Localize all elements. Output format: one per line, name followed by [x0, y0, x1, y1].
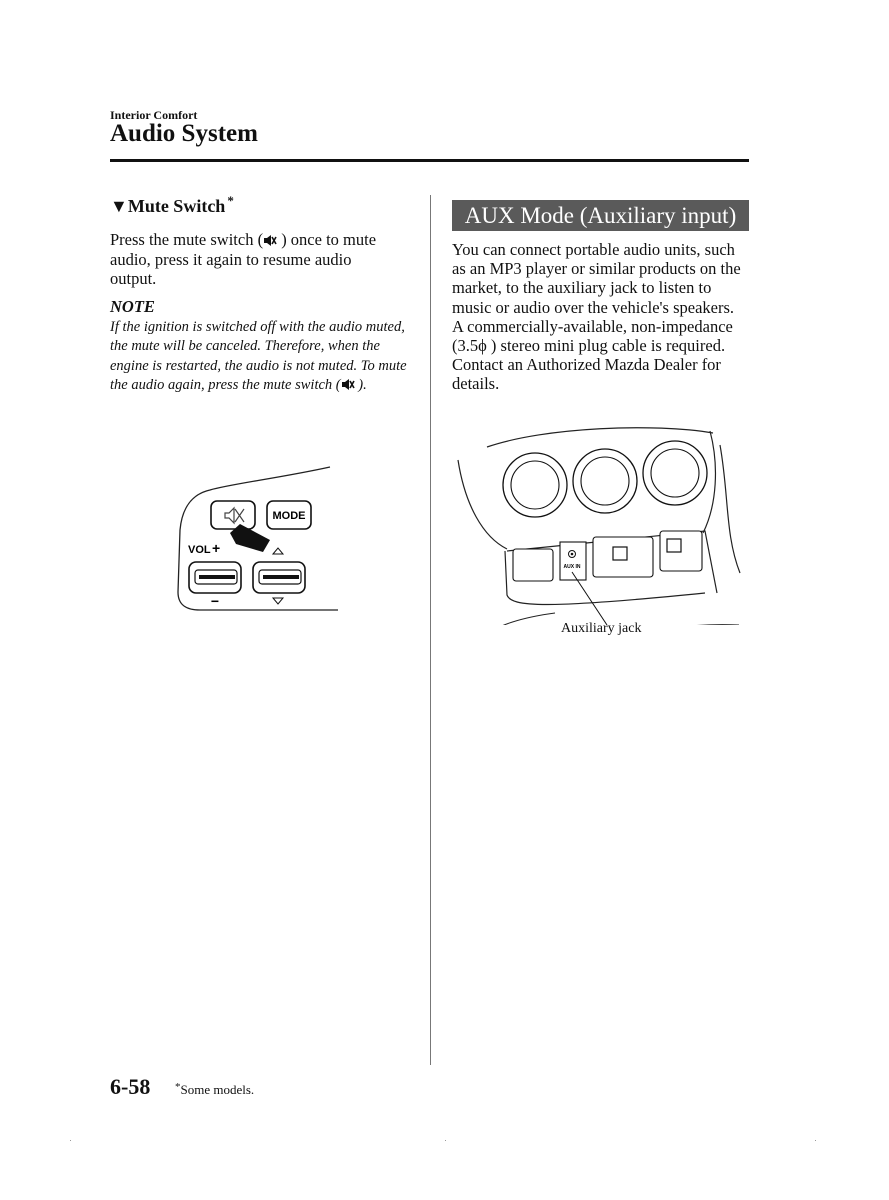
vol-plus-label: +: [212, 540, 221, 556]
note-label: NOTE: [110, 297, 155, 316]
up-arrow-icon: [273, 548, 283, 554]
console-lid: [513, 549, 553, 581]
mute-icon: [341, 378, 355, 391]
asterisk-marker: *: [227, 193, 234, 208]
vol-label: VOL: [188, 544, 211, 556]
note-body-text-1: If the ignition is switched off with the audio muted, the mute will be canceled. Therefore, when the engine is restarted, the audio is not muted. To mute the audio again, press the mute switch (: [110, 319, 407, 393]
print-mark: [815, 1140, 816, 1141]
air-vent-right: [643, 441, 707, 505]
mute-switch-heading-text: Mute Switch: [127, 196, 226, 216]
mute-icon: [263, 234, 277, 247]
down-arrow-icon: [273, 598, 283, 604]
mute-button: [211, 501, 255, 529]
switch-panel-left: [593, 537, 653, 577]
mute-switch-body: [110, 230, 400, 289]
aux-body-paragraph-1: You can connect portable audio units, such as an MP3 player or similar products on the market, to the auxiliary jack to listen to music or audio over the vehicle's speakers.: [452, 240, 741, 317]
footnote: [175, 1082, 254, 1098]
print-mark: [445, 1140, 446, 1141]
auxiliary-jack-caption: Auxiliary jack: [561, 621, 642, 636]
footnote-text: Some models.: [180, 1082, 255, 1097]
mute-body-text-2: ) once to mute audio, press it again to resume audio output.: [110, 230, 377, 288]
vol-minus-label: −: [210, 593, 220, 609]
mode-label: MODE: [272, 510, 306, 522]
mute-body-text-1: Press the mute switch (: [110, 230, 264, 249]
page-number: 6-58: [110, 1074, 151, 1099]
column-divider: [430, 195, 431, 1065]
footnote-asterisk: *: [175, 1081, 181, 1093]
air-vent-center: [573, 449, 637, 513]
page-title: Audio System: [110, 120, 258, 147]
aux-in-label: AUX IN: [563, 564, 581, 570]
aux-mode-body: [452, 240, 752, 394]
mute-switch-heading: [110, 193, 234, 217]
leader-line: [572, 572, 607, 625]
note-body-text-2: ).: [354, 376, 367, 393]
air-vent-left: [503, 453, 567, 517]
section-label: Interior Comfort: [110, 108, 198, 122]
triangle-marker-icon: ▼: [110, 196, 128, 216]
title-rule: [110, 159, 749, 162]
note-body: [110, 318, 410, 395]
aux-mode-title: AUX Mode (Auxiliary input): [464, 203, 737, 228]
print-mark: [70, 1140, 71, 1141]
center-console-aux-illustration: [455, 425, 745, 625]
aux-body-paragraph-2: A commercially-available, non-impedance (3.5ϕ ) stereo mini plug cable is required. Contact an Authorized Mazda Dealer for details.: [452, 316, 733, 394]
steering-audio-switch-illustration: [170, 460, 345, 620]
